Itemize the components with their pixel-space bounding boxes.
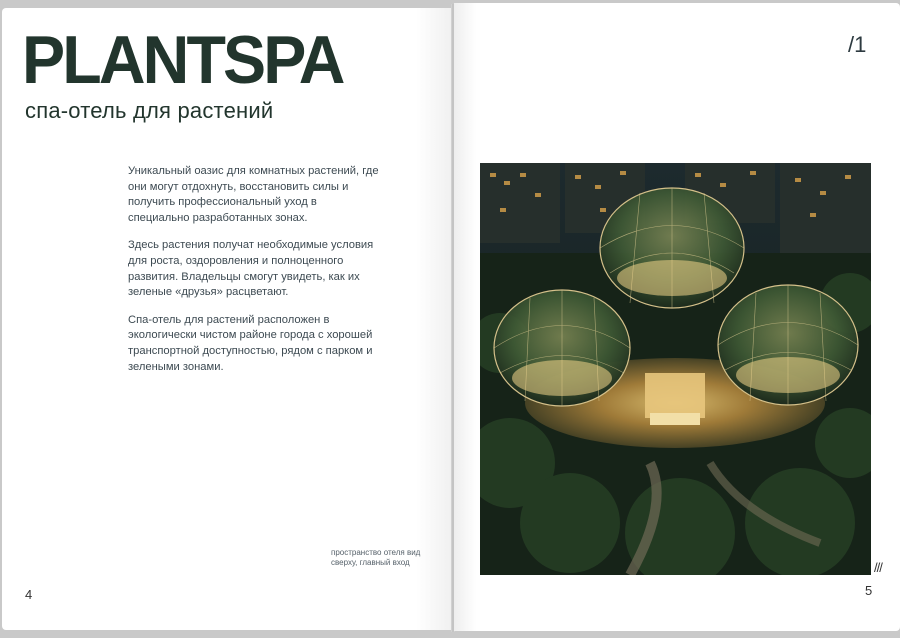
domed-greenhouse-photo (480, 163, 871, 575)
page-number-right: 5 (865, 583, 873, 598)
decorative-slashes: /// (874, 560, 882, 575)
body-text (128, 164, 380, 387)
paragraph-location: Спа-отель для растений расположен в экологически чистом районе города с хорошей транспортной доступностью, рядом с парком и зелеными зонами. (128, 313, 373, 373)
page-number-left: 4 (25, 587, 33, 602)
section-marker: /1 (848, 32, 867, 57)
paragraph-intro: Уникальный оазис для комнатных растений, где они могут отдохнуть, восстановить силы и получить профессиональный уход в специально разработанных зонах. (128, 165, 379, 224)
brand-subtitle: спа-отель для растений (25, 98, 274, 123)
brand-title: PLANTSPA (22, 22, 343, 98)
photo-caption: пространство отеля вид сверху, главный вход (331, 548, 421, 567)
paragraph-conditions: Здесь растения получат необходимые условия для роста, оздоровления и полноценного развития. Владельцы смогут увидеть, как их зеленые «друзья» расцветают. (128, 239, 374, 299)
